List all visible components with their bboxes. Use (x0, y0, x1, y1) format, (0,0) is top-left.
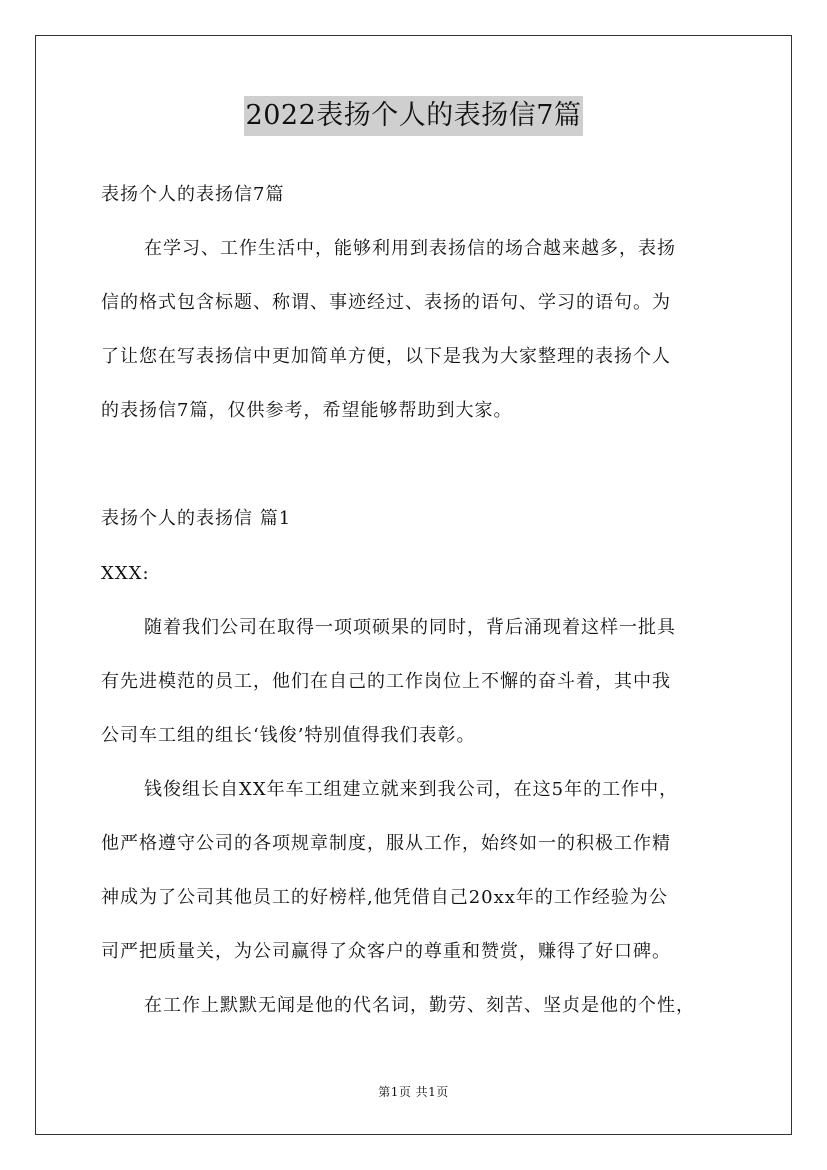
paragraph-line: 有先进模范的员工，他们在自己的工作岗位上不懈的奋斗着，其中我 (101, 671, 671, 692)
title-container (0, 96, 827, 136)
section-heading: 表扬个人的表扬信 篇1 (101, 508, 292, 529)
intro-line: 在学习、工作生活中，能够利用到表扬信的场合越来越多，表扬 (144, 238, 676, 259)
page-footer: 第1页 共1页 (378, 1085, 449, 1099)
paragraph-line: 司严把质量关，为公司赢得了众客户的尊重和赞赏，赚得了好口碑。 (101, 941, 671, 962)
paragraph-line: 公司车工组的组长‘钱俊’特别值得我们表彰。 (101, 725, 476, 746)
subtitle: 表扬个人的表扬信7篇 (101, 184, 285, 205)
paragraph-line: 钱俊组长自XX年车工组建立就来到我公司，在这5年的工作中， (144, 779, 679, 800)
salutation: XXX: (101, 563, 150, 584)
intro-line: 信的格式包含标题、称谓、事迹经过、表扬的语句、学习的语句。为 (101, 292, 671, 313)
intro-line: 了让您在写表扬信中更加简单方便，以下是我为大家整理的表扬个人 (101, 346, 671, 367)
paragraph-line: 在工作上默默无闻是他的代名词，勤劳、刻苦、坚贞是他的个性， (144, 995, 695, 1016)
document-title: 2022表扬个人的表扬信7篇 (244, 96, 584, 136)
paragraph-line: 他严格遵守公司的各项规章制度，服从工作，始终如一的积极工作精 (101, 833, 671, 854)
paragraph-line: 神成为了公司其他员工的好榜样,他凭借自己20xx年的工作经验为公 (101, 887, 668, 908)
paragraph-line: 随着我们公司在取得一项项硕果的同时，背后涌现着这样一批具 (144, 617, 676, 638)
intro-line: 的表扬信7篇，仅供参考，希望能够帮助到大家。 (101, 400, 513, 421)
